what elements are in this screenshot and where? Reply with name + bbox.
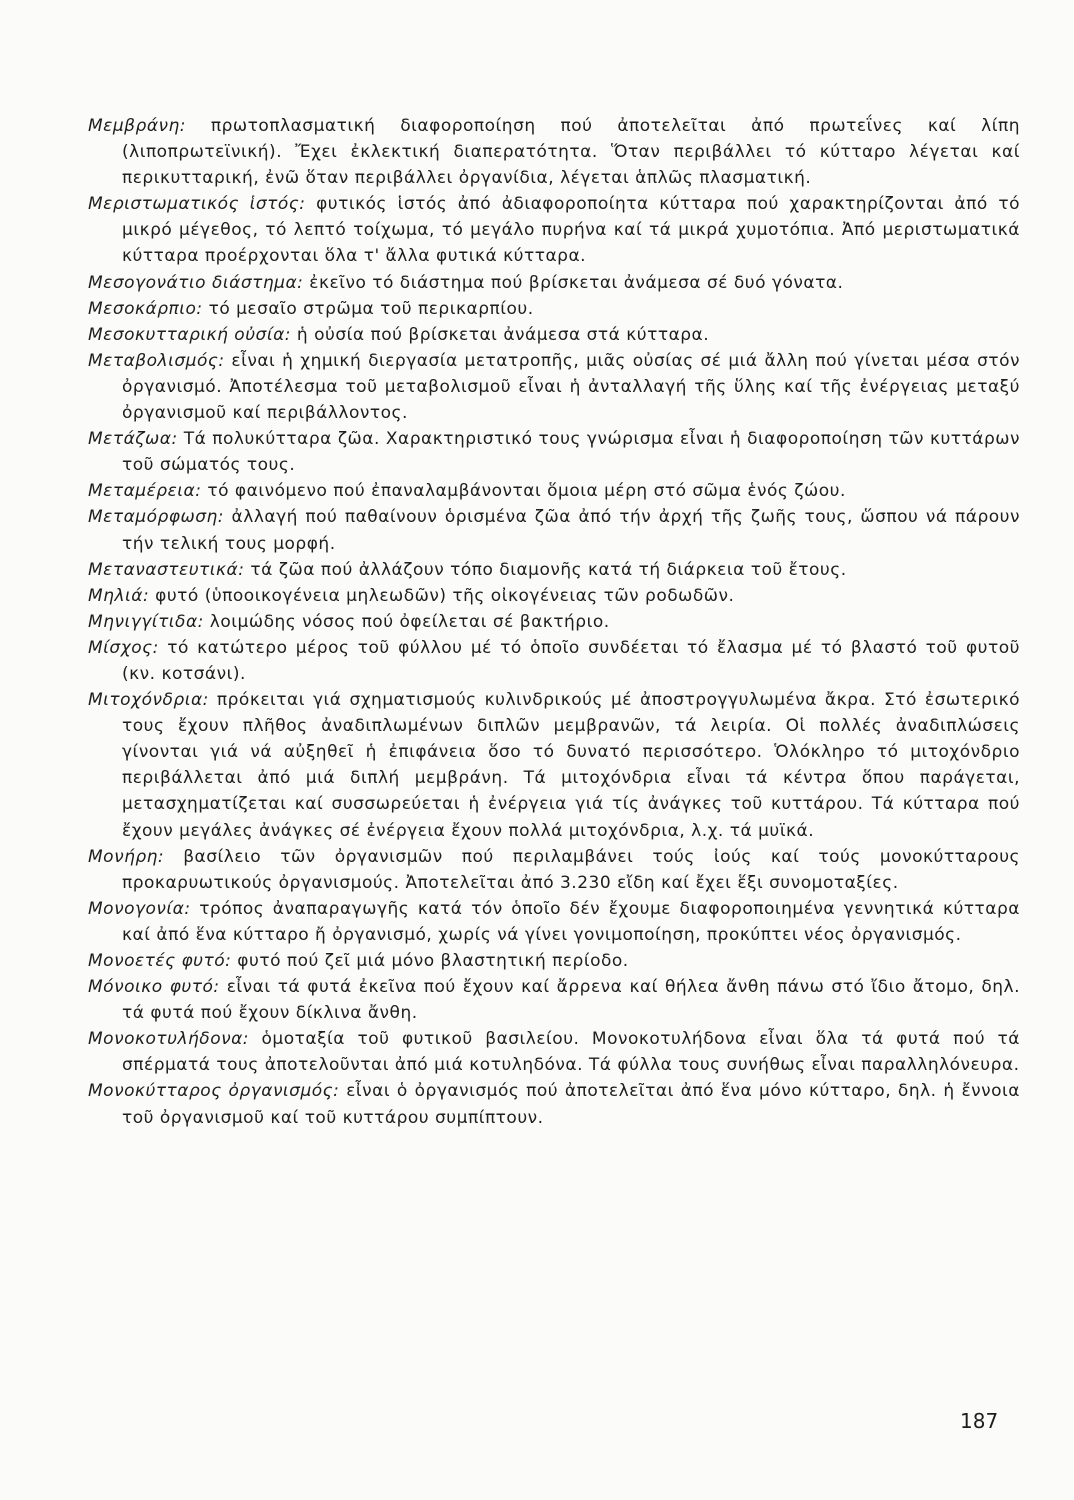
entry-term: Μεσογονάτιο διάστημα: [88,272,304,293]
entry-definition: τό μεσαῖο στρῶμα τοῦ περικαρπίου. [208,298,534,319]
entry-term: Μετάζωα: [88,429,178,450]
entry-definition: τρόπος ἀναπαραγωγῆς κατά τόν ὁποῖο δέν ἔχουμε διαφοροποιημένα γεννητικά κύτταρα καί ἀπό ἕνα κύτταρο ἤ ὀργανισμό, χωρίς νά γίνει γονιμοποίηση, προκύπτει νέος ὀργανισμός. [122,898,1020,945]
glossary-entry [88,583,1020,609]
entry-definition: ἀλλαγή πού παθαίνουν ὁρισμένα ζῶα ἀπό τήν ἀρχή τῆς ζωῆς τους, ὥσπου νά πάρουν τήν τελική τους μορφή. [122,507,1021,554]
entry-term: Μηλιά: [88,585,150,606]
glossary-list [88,113,1020,1131]
entry-definition: Τά πολυκύτταρα ζῶα. Χαρακτηριστικό τους γνώρισμα εἶναι ἡ διαφοροποίηση τῶν κυττάρων τοῦ σώματός τους. [122,429,1020,476]
glossary-entry [88,948,1020,974]
entry-definition: εἶναι τά φυτά ἐκεῖνα πού ἔχουν καί ἄρρενα καί θήλεα ἄνθη πάνω στό ἴδιο ἄτομο, δηλ. τά φυτά πού ἔχουν δίκλινα ἄνθη. [122,977,1020,1024]
entry-definition: εἶναι ὁ ὀργανισμός πού ἀποτελεῖται ἀπό ἕνα μόνο κύτταρο, δηλ. ἡ ἔννοια τοῦ ὀργανισμοῦ καί τοῦ κυττάρου συμπίπτουν. [122,1081,1021,1128]
glossary-entry [88,426,1020,478]
entry-definition: τό φαινόμενο πού ἐπαναλαμβάνονται ὅμοια μέρη στό σῶμα ἑνός ζώου. [207,481,846,502]
page-number: 187 [960,1409,999,1433]
glossary-entry [88,609,1020,635]
entry-definition: εἶναι ἡ χημική διεργασία μετατροπῆς, μιᾶς οὐσίας σέ μιά ἄλλη πού γίνεται μέσα στόν ὀργανισμό. Ἀποτέλεσμα τοῦ μεταβολισμοῦ εἶναι ἡ ἀνταλλαγή τῆς ὕλης καί τῆς ἐνέργειας μεταξύ ὀργανισμοῦ καί περιβάλλοντος. [122,350,1020,424]
entry-term: Μονογονία: [88,898,191,919]
glossary-entry [88,113,1020,191]
entry-term: Μεταμέρεια: [88,481,202,502]
entry-term: Μιτοχόνδρια: [88,690,209,711]
entry-term: Μεταβολισμός: [88,350,225,371]
glossary-entry [88,296,1020,322]
entry-definition: φυτό πού ζεῖ μιά μόνο βλαστητική περίοδο. [237,951,629,971]
entry-term: Μεταναστευτικά: [88,559,245,580]
entry-definition: ἐκεῖνο τό διάστημα πού βρίσκεται ἀνάμεσα σέ δυό γόνατα. [309,272,844,293]
entry-definition: ἡ οὐσία πού βρίσκεται ἀνάμεσα στά κύτταρα. [296,324,710,345]
glossary-entry [88,687,1020,844]
entry-term: Μεταμόρφωση: [88,507,225,528]
glossary-entry [88,322,1020,348]
entry-definition: βασίλειο τῶν ὀργανισμῶν πού περιλαμβάνει τούς ἰούς καί τούς μονοκύτταρους προκαρυωτικούς ὀργανισμούς. Ἀποτελεῖται ἀπό 3.230 εἴδη καί ἔχει ἕξι συνομοταξίες. [122,846,1021,893]
glossary-entry [88,504,1020,556]
entry-definition: φυτό (ὑποοικογένεια μηλεωδῶν) τῆς οἰκογένειας τῶν ροδωδῶν. [155,585,735,606]
entry-definition: πρόκειται γιά σχηματισμούς κυλινδρικούς μέ ἀποστρογγυλωμένα ἄκρα. Στό ἐσωτερικό τους ἔχουν πλῆθος ἀναδιπλωμένων διπλῶν μεμβρανῶν, τά λειρία. Οἱ πολλές ἀναδιπλώσεις γίνονται γιά νά αὐξηθεῖ ἡ ἐπιφάνεια ὅσο τό δυνατό περισσότερο. Ὁλόκληρο τό μιτοχόνδριο περιβάλλεται ἀπό μιά διπλή μεμβράνη. Τά μιτοχόνδρια εἶναι τά κέντρα ὅπου παράγεται, μετασχηματίζεται καί συσσωρεύεται ἡ ἐνέργεια γιά τίς ἀνάγκες τοῦ κυττάρου. Τά κύτταρα πού ἔχουν μεγάλες ἀνάγκες σέ ἐνέργεια ἔχουν πολλά μιτοχόνδρια, λ.χ. τά μυϊκά. [122,690,1020,841]
glossary-entry [88,1026,1020,1078]
entry-term: Μονοκοτυλήδονα: [88,1029,250,1050]
glossary-entry [88,270,1020,296]
entry-term: Μονήρη: [88,846,165,867]
glossary-entry [88,635,1020,687]
glossary-entry [88,844,1020,896]
entry-term: Μόνοικο φυτό: [88,977,220,998]
glossary-entry [88,896,1020,948]
entry-term: Μεμβράνη: [88,116,187,136]
glossary-entry [88,974,1020,1026]
glossary-entry [88,557,1020,583]
entry-definition: τά ζῶα πού ἀλλάζουν τόπο διαμονῆς κατά τή διάρκεια τοῦ ἔτους. [250,559,847,580]
entry-definition: πρωτοπλασματική διαφοροποίηση πού ἀποτελεῖται ἀπό πρωτεΐνες καί λίπη (λιποπρωτεϊνική). Ἔχει ἐκλεκτική διαπερατότητα. Ὅταν περιβάλλει τό κύτταρο λέγεται καί περικυτταρική, ἐνῶ ὅταν περιβάλλει ὀργανίδια, λέγεται ἁπλῶς πλασματική. [122,116,1021,189]
entry-term: Μεσοκάρπιο: [88,298,203,319]
glossary-entry [88,478,1020,504]
glossary-entry [88,191,1020,269]
entry-term: Μονοκύτταρος ὀργανισμός: [88,1081,340,1102]
entry-term: Μονοετές φυτό: [88,951,232,971]
entry-definition: ὁμοταξία τοῦ φυτικοῦ βασιλείου. Μονοκοτυλήδονα εἶναι ὅλα τά φυτά πού τά σπέρματά τους ἀποτελοῦνται ἀπό μιά κοτυληδόνα. Τά φύλλα τους συνήθως εἶναι παραλληλόνευρα. [122,1029,1020,1076]
glossary-entry [88,1078,1020,1130]
entry-term: Μηνιγγίτιδα: [88,611,204,632]
entry-term: Μίσχος: [88,637,159,658]
entry-term: Μεσοκυτταρική οὐσία: [88,324,292,345]
entry-definition: φυτικός ἱστός ἀπό ἀδιαφοροποίητα κύτταρα πού χαρακτηρίζονται ἀπό τό μικρό μέγεθος, τό λεπτό τοίχωμα, τό μεγάλο πυρήνα καί τά μικρά χυμοτόπια. Ἀπό μεριστωματικά κύτταρα προέρχονται ὅλα τ' ἄλλα φυτικά κύτταρα. [122,194,1020,267]
entry-term: Μεριστωματικός ἱστός: [88,194,306,215]
entry-definition: λοιμώδης νόσος πού ὀφείλεται σέ βακτήριο. [209,611,610,632]
glossary-entry [88,348,1020,426]
entry-definition: τό κατώτερο μέρος τοῦ φύλλου μέ τό ὁποῖο συνδέεται τό ἔλασμα μέ τό βλαστό τοῦ φυτοῦ (κν. κοτσάνι). [122,637,1020,684]
